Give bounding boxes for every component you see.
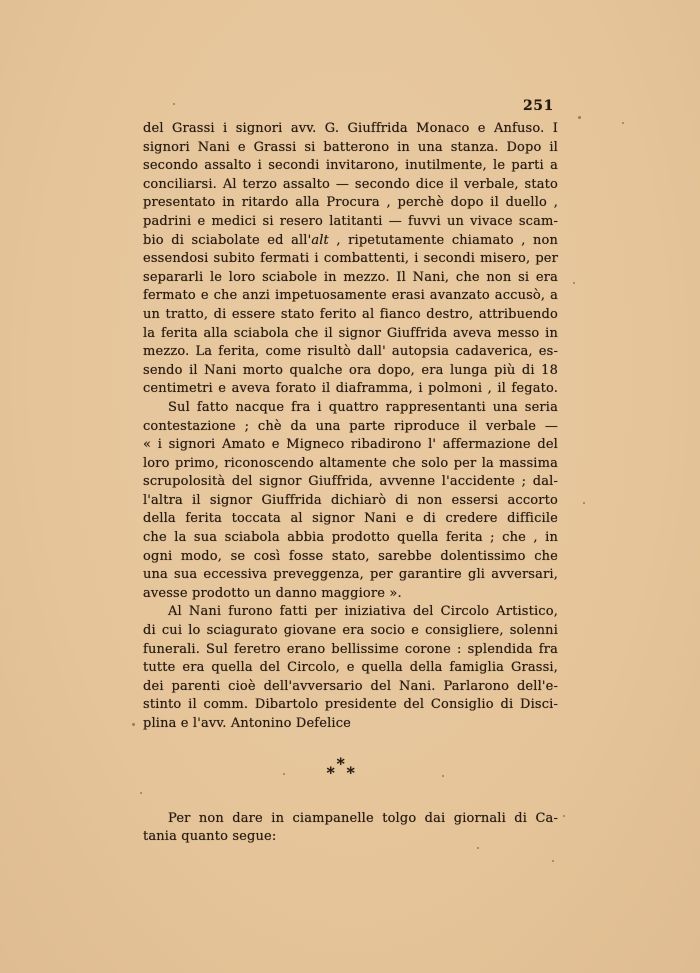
ink-speck bbox=[552, 860, 554, 862]
ink-speck bbox=[622, 122, 624, 124]
ink-speck bbox=[132, 723, 135, 726]
text-line: la ferita alla sciabola che il signor Giuffrida aveva messo in bbox=[143, 325, 558, 341]
text-line: separarli le loro sciabole in mezzo. Il Nani, che non si era bbox=[143, 269, 558, 285]
text-line: avesse prodotto un danno maggiore ». bbox=[143, 585, 402, 601]
text-line: un tratto, di essere stato ferito al fianco destro, attribuendo bbox=[143, 306, 558, 322]
text-line: Sul fatto nacque fra i quattro rappresentanti una seria bbox=[168, 399, 558, 415]
text-line: secondo assalto i secondi invitarono, inutilmente, le parti a bbox=[143, 158, 558, 174]
asterisk-glyph: * bbox=[346, 762, 355, 782]
text-line: funerali. Sul feretro erano bellissime corone : splendida fra bbox=[143, 641, 558, 657]
text-line: tania quanto segue: bbox=[143, 829, 277, 845]
paragraph bbox=[143, 399, 558, 604]
paragraph bbox=[143, 120, 558, 399]
text-line: essendosi subito fermati i combattenti, i secondi misero, per bbox=[143, 251, 558, 267]
ink-speck bbox=[140, 792, 142, 794]
text-line: centimetri e aveva forato il diaframma, i polmoni , il fegato. bbox=[143, 381, 558, 397]
ink-speck bbox=[563, 815, 565, 817]
ink-speck bbox=[477, 847, 479, 849]
ink-speck bbox=[573, 282, 575, 284]
asterisk-glyph: * bbox=[336, 753, 345, 773]
text-line: mezzo. La ferita, come risultò dall' autopsia cadaverica, es- bbox=[143, 344, 558, 360]
text-line: loro primo, riconoscendo altamente che solo per la massima bbox=[143, 455, 558, 471]
text-line: ogni modo, se così fosse stato, sarebbe dolentissimo che bbox=[143, 548, 558, 564]
text-line: della ferita toccata al signor Nani e di credere difficile bbox=[143, 511, 558, 527]
text-line: signori Nani e Grassi si batterono in una stanza. Dopo il bbox=[143, 139, 558, 155]
text-line: Al Nani furono fatti per iniziativa del Circolo Artistico, bbox=[168, 604, 558, 620]
text-line: di cui lo sciagurato giovane era socio e consigliere, solenni bbox=[143, 623, 558, 639]
paragraph bbox=[143, 810, 558, 847]
text-line: dei parenti cioè dell'avversario del Nani. Parlarono dell'e- bbox=[143, 678, 558, 694]
text-line: tutte era quella del Circolo, e quella della famiglia Grassi, bbox=[143, 660, 558, 676]
text-line: fermato e che anzi impetuosamente erasi avanzato accusò, a bbox=[143, 288, 558, 304]
ink-speck bbox=[578, 116, 581, 119]
paragraph bbox=[143, 603, 558, 733]
text-line: sendo il Nani morto qualche ora dopo, era lunga più di 18 bbox=[143, 362, 558, 378]
text-line: scrupolosità del signor Giuffrida, avvenne l'accidente ; dal- bbox=[143, 474, 558, 490]
text-line: presentato in ritardo alla Procura , perchè dopo il duello , bbox=[143, 195, 558, 211]
text-line: conciliarsi. Al terzo assalto — secondo dice il verbale, stato bbox=[143, 176, 558, 192]
text-line: l'altra il signor Giuffrida dichiarò di non essersi accorto bbox=[143, 492, 558, 508]
asterisk-glyph: * bbox=[326, 762, 335, 782]
ink-speck bbox=[583, 502, 585, 504]
text-line: bio di sciabolate ed all'alt , ripetutamente chiamato , non bbox=[143, 232, 558, 248]
text-line: una sua eccessiva preveggenza, per garantire gli avversari, bbox=[143, 567, 558, 583]
body-text bbox=[143, 120, 558, 847]
text-line: stinto il comm. Dibartolo presidente del Consiglio di Disci- bbox=[143, 697, 558, 713]
text-line: Per non dare in ciampanelle tolgo dai giornali di Ca- bbox=[168, 810, 558, 826]
page-number: 251 bbox=[522, 98, 554, 114]
text-line: plina e l'avv. Antonino Defelice bbox=[143, 716, 351, 731]
text-line: contestazione ; chè da una parte riproduce il verbale — bbox=[143, 418, 558, 434]
ink-speck bbox=[173, 103, 175, 105]
text-line: padrini e medici si resero latitanti — fuvvi un vivace scam- bbox=[143, 213, 558, 229]
text-line: che la sua sciabola abbia prodotto quella ferita ; che , in bbox=[143, 530, 558, 546]
text-line: del Grassi i signori avv. G. Giuffrida Monaco e Anfuso. I bbox=[143, 121, 558, 136]
asterism-divider bbox=[143, 753, 558, 786]
text-line: « i signori Amato e Migneco ribadirono l' affermazione del bbox=[143, 437, 558, 453]
